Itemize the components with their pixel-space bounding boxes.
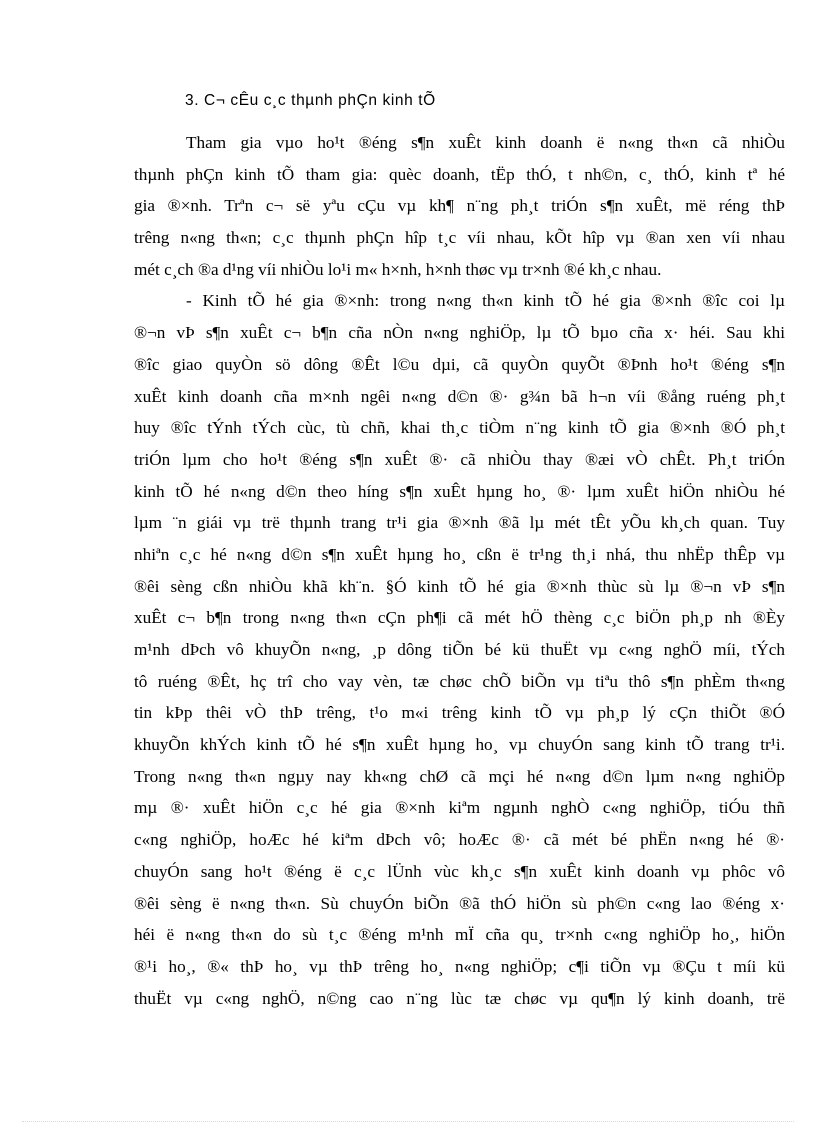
text-line: ®êi sèng ë n«ng th«n. Sù chuyÓn biÕn ®ã thÓ hiÖn sù ph©n c«ng lao ®éng x· [134,893,785,913]
text-line: lµm ¨n giái vµ trë thµnh trang tr¹i gia ®×nh ®ã lµ mét tÊt yÕu kh¸ch quan. Tuy [134,513,785,533]
text-line: thuËt vµ c«ng nghÖ, n©ng cao n¨ng lùc tæ chøc vµ qu¶n lý kinh doanh, trë [134,988,785,1008]
text-line: kinh tÕ hé n«ng d©n theo híng s¶n xuÊt hµng ho¸ ®· lµm xuÊt hiÖn nhiÒu hé [134,481,785,501]
text-line: xuÊt c¬ b¶n trong n«ng th«n cÇn ph¶i cã mét hÖ thèng c¸c biÖn ph¸p nh ®Èy [134,608,785,628]
text-line: gia ®×nh. Trªn c¬ së yªu cÇu vµ kh¶ n¨ng ph¸t triÓn s¶n xuÊt, më réng thÞ [134,196,785,216]
page-bottom-divider [22,1121,794,1122]
text-line: trêng n«ng th«n; c¸c thµnh phÇn hîp t¸c víi nhau, kÕt hîp vµ ®an xen víi nhau [134,228,785,248]
text-line: Trong n«ng th«n ngµy nay kh«ng chØ cã mçi hé n«ng d©n lµm n«ng nghiÖp [134,766,785,786]
section-heading: 3. C¬ cÊu c¸c thµnh phÇn kinh tÕ [185,92,436,109]
text-line: mµ ®· xuÊt hiÖn c¸c hé gia ®×nh kiªm ngµnh nghÒ c«ng nghiÖp, tiÓu thñ [134,798,785,818]
text-line: huy ®îc tÝnh tÝch cùc, tù chñ, khai th¸c tiÒm n¨ng kinh tÕ gia ®×nh ®Ó ph¸t [134,418,785,438]
text-line: thµnh phÇn kinh tÕ tham gia: quèc doanh, tËp thÓ, t nh©n, c¸ thÓ, kinh tª hé [134,164,785,184]
text-line: ®¬n vÞ s¶n xuÊt c¬ b¶n cña nÒn n«ng nghiÖp, lµ tÕ bµo cña x· héi. Sau khi [134,323,785,343]
text-line: héi ë n«ng th«n do sù t¸c ®éng m¹nh mÏ cña qu¸ tr×nh c«ng nghiÖp ho¸, hiÖn [134,925,785,945]
text-line: ®îc giao quyÒn sö dông ®Êt l©u dµi, cã quyÒn quyÕt ®Þnh ho¹t ®éng s¶n [134,354,785,374]
text-line: chuyÓn sang ho¹t ®éng ë c¸c lÜnh vùc kh¸c s¶n xuÊt kinh doanh vµ phôc vô [134,861,785,881]
text-line: Tham gia vµo ho¹t ®éng s¶n xuÊt kinh doanh ë n«ng th«n cã nhiÒu [186,133,785,152]
text-line: m¹nh dÞch vô khuyÕn n«ng, ¸p dông tiÕn bé kü thuËt vµ c«ng nghÖ míi, tÝch [134,640,785,659]
text-line: khuyÕn khÝch kinh tÕ hé s¶n xuÊt hµng ho¸ vµ chuyÓn sang kinh tÕ trang tr¹i. [134,735,785,755]
text-line: triÓn lµm cho ho¹t ®éng s¶n xuÊt ®· cã nhiÒu thay ®æi vÒ chÊt. Ph¸t triÓn [134,449,785,469]
text-line: - Kinh tÕ hé gia ®×nh: trong n«ng th«n kinh tÕ hé gia ®×nh ®îc coi lµ [186,291,785,311]
text-line: ®êi sèng cßn nhiÒu khã kh¨n. §Ó kinh tÕ hé gia ®×nh thùc sù lµ ®¬n vÞ s¶n [134,576,785,596]
text-line: xuÊt kinh doanh cña m×nh ngêi n«ng d©n ®· g¾n bã h¬n víi ®ång ruéng ph¸t [134,386,785,406]
text-line: tô ruéng ®Êt, hç trî cho vay vèn, tæ chøc chÕ biÕn vµ tiªu thô s¶n phÈm th«ng [134,671,785,691]
text-line: tin kÞp thêi vÒ thÞ trêng, t¹o m«i trêng kinh tÕ vµ ph¸p lý cÇn thiÕt ®Ó [134,703,785,723]
text-line: ®¹i ho¸, ®« thÞ ho¸ vµ thÞ trêng ho¸ n«ng nghiÖp; c¶i tiÕn vµ ®Çu t míi kü [134,956,785,976]
text-line: c«ng nghiÖp, hoÆc hé kiªm dÞch vô; hoÆc ®· cã mét bé phËn n«ng hé ®· [134,830,785,850]
body-text [134,127,785,1014]
text-line: nhiªn c¸c hé n«ng d©n s¶n xuÊt hµng ho¸ cßn ë tr¹ng th¸i nhá, thu nhËp thÊp vµ [134,544,785,564]
text-line: mét c¸ch ®a d¹ng víi nhiÒu lo¹i m« h×nh, h×nh thøc vµ tr×nh ®é kh¸c nhau. [134,259,662,279]
